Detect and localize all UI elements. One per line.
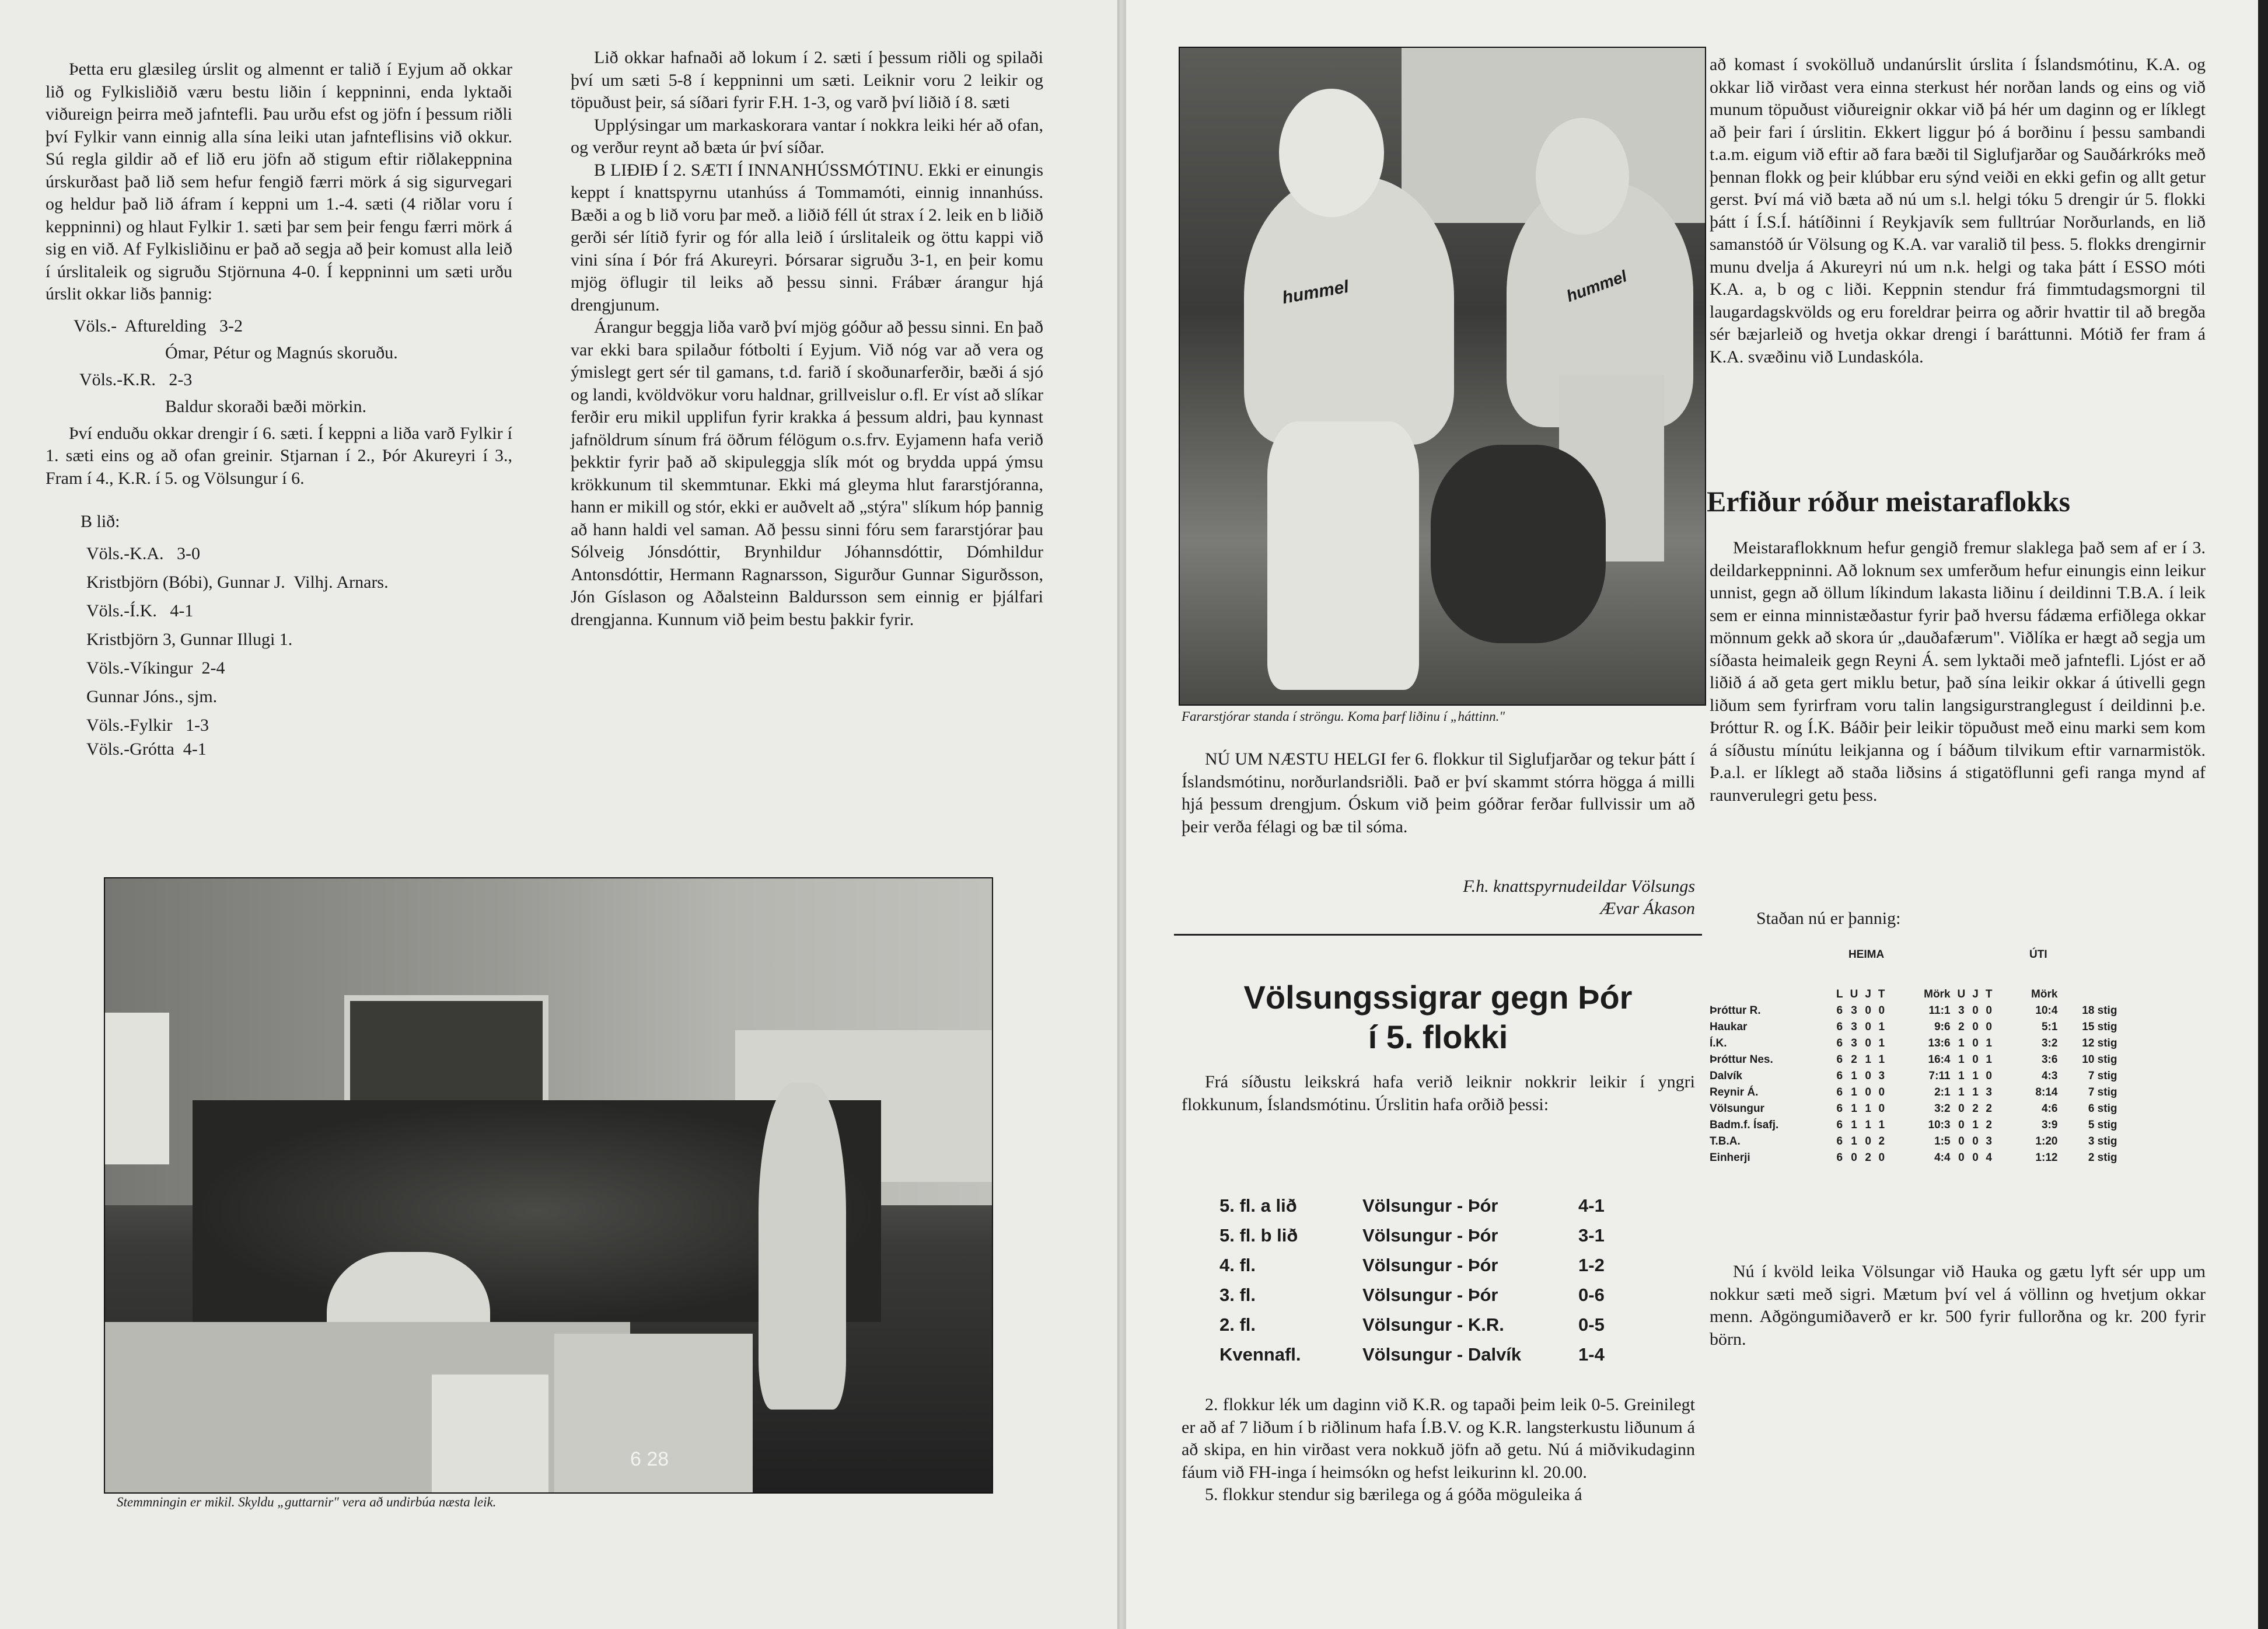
left-column-2: [571, 47, 1043, 631]
match-cell: Völsungur - Þór: [1362, 1254, 1498, 1275]
team-cell: Þróttur Nes.: [1710, 1054, 1773, 1066]
stat-cell: 10:4: [2035, 1004, 2058, 1017]
stat-cell: 3: [1851, 1004, 1857, 1017]
col-header: U: [1850, 988, 1858, 1000]
right-column-top: [1710, 54, 2206, 368]
signature-name: Ævar Ákason: [1600, 899, 1695, 918]
article-paragraph: að komast í svokölluð undanúrslit úrslita í Íslandsmótinu, K.A. og okkar lið virðast vera einna sterkust hér norðan lands og eins og við munum töpuðust viðureignir okkar við þá hér um daginn og er líklegt að þeir fari í úrslitin. Ekkert liggur þó á borðinu í þessu sambandi t.a.m. eigum við eftir að fara bæði til Siglufjarðar og Sauðárkróks með þennan flokk og þeir klúbbar eru sýnd veiði en ekki gefin og allt getur gerst. Því má við bæta að nú um s.l. helgi tóku 5 drengir úr 5. flokki þátt í Í.S.Í. hátíðinni í Reykjavík sem fulltrúar Norðurlands, en lið samanstóð úr Völsung og K.A. var varalið til þess. 5. flokks drengirnir munu dvelja á Akureyri nú um n.k. helgi og taka þátt í ESSO móti K.A. a, b og c liði. Keppnin stendur frá fimmtudagsmorgni til laugardagskvölds og eru foreldrar þeirra og aðrir hvattir til að bregða sér bæjarleið og hvetja okkar drengi í baráttunni. Mótið fer fram á K.A. svæðinu við Lundaskóla.: [1710, 55, 2206, 367]
stat-cell: 6: [1836, 1135, 1843, 1147]
match-cell: Völsungur - Þór: [1362, 1284, 1498, 1305]
article-paragraph: Upplýsingar um markaskorara vantar í nokkra leiki hér að ofan, og verður reynt að bæta úr því síðar.: [571, 115, 1043, 157]
stat-cell: 2: [1865, 1152, 1871, 1164]
stat-cell: 6: [1836, 1086, 1843, 1098]
stat-cell: 1: [1958, 1086, 1965, 1098]
stat-cell: 6: [1836, 1070, 1843, 1082]
table-row: [1219, 1191, 1631, 1220]
result-line: Völs.-K.R. 2-3: [79, 369, 193, 389]
jersey-logo: hummel: [1564, 267, 1630, 306]
col-header: U: [1957, 988, 1966, 1000]
stat-cell: 4:4: [1934, 1152, 1951, 1164]
team-cell: Þróttur R.: [1710, 1004, 1761, 1017]
standings-row: [1710, 1150, 2120, 1166]
match-cell: Völsungur - Þór: [1362, 1195, 1498, 1216]
stat-cell: 0: [1972, 1152, 1979, 1164]
masters-article: [1710, 537, 2206, 807]
stat-cell: 0: [1986, 1004, 1992, 1017]
stat-cell: 0: [1865, 1135, 1871, 1147]
stat-cell: 3: [1851, 1037, 1857, 1049]
table-row: [1219, 1250, 1631, 1280]
article-paragraph: Árangur beggja liða varð því mjög góður að þessu sinni. En það var ekki bara spilaður fótbolti í Eyjum. Við nóg var að vera og ýmislegt gert sér til gamans, t.d. farið í skoðunarferðir, bæði á sjó og landi, kvöldvökur voru haldnar, grillveislur o.fl. Er víst að slíkar ferðir eru mikil upplifun fyrir krakka á þessum aldri, þau kynnast jafnöldrum sínum frá öðrum félögum o.s.frv. Eyjamenn hafa verið þekktir fyrir það að skipuleggja slík mót og brydda uppá ýmsu krökkunum til skemmtunar. Ekki má gleyma hlut fararstjóranna, hann er mikill og stór, ekki er auðvelt að „stýra" slíkum hóp þannig að hann haldi vel saman. Að þessu sinni fóru sem fararstjórar þau Sólveig Jónsdóttir, Brynhildur Jóhannsdóttir, Dómhildur Antonsdóttir, Hermann Ragnarsson, Sigurður Gunnar Sigurðsson, Jón Gíslason og Aðalsteinn Baldursson sem einnig er þjálfari drengjanna. Kunnum við þeim bestu þakkir fyrir.: [571, 318, 1043, 629]
stat-cell: 1: [1972, 1070, 1979, 1082]
stat-cell: 6: [1836, 1119, 1843, 1131]
stat-cell: 6: [1836, 1004, 1843, 1017]
stat-cell: 13:6: [1928, 1037, 1951, 1049]
col-header: [2061, 986, 2120, 1003]
score-cell: 0-5: [1578, 1314, 1605, 1335]
stat-cell: 0: [1851, 1152, 1857, 1164]
stat-cell: 6: [1836, 1021, 1843, 1033]
team-header: [1710, 986, 1833, 1003]
stat-cell: 3:6: [2041, 1054, 2058, 1066]
stat-cell: 7:11: [1928, 1070, 1951, 1082]
table-row: [1219, 1340, 1631, 1369]
standings-row: [1710, 1101, 2120, 1117]
scorer-line: Kristbjörn 3, Gunnar Illugi 1.: [86, 630, 293, 649]
table-row: [1219, 1220, 1631, 1250]
stat-cell: 5:1: [2041, 1021, 2058, 1033]
stat-cell: 2: [1851, 1054, 1857, 1066]
stat-cell: 2:1: [1934, 1086, 1951, 1098]
article-paragraph: Meistaraflokknum hefur gengið fremur slaklega það sem af er í 3. deildarkeppninni. Að loknum sex umferðum hefur einungis einn leikur unnist, gegn að öllum líkindum lakasta liðinu í deildinni T.B.A. í leik sem er einna minnistæðastur fyrir það hversu fádæma erfiðlega okkar mönnum gekk að skora úr „dauðafærum". Viðlíka er hægt að segja um síðasta heimaleik gegn Reyni Á. sem lyktaði með jafntefli. Ljóst er að liðið á að geta gert miklu betur, það sína leikir okkar á útivelli gegn liðum sem fyrirfram voru talin langsigurstranglegust í deildinni þ.e. Þróttur R. og Í.K. Báðir þeir leikir töpuðust með einu marki sem kom á síðustu mínútu leikjanna og í báðum tilvikum eftir varnarmistök. Þ.a.l. er líklegt að staða liðsins á stigatöflunni gefi ranga mynd af raunverulegri getu þess.: [1710, 538, 2206, 805]
team-cell: Einherji: [1710, 1152, 1750, 1164]
standings-row: [1710, 1019, 2120, 1035]
standings-row: [1710, 1068, 2120, 1084]
stat-cell: 2: [1986, 1119, 1992, 1131]
division-cell: 4. fl.: [1219, 1254, 1256, 1275]
stat-cell: 10:3: [1928, 1119, 1951, 1131]
stat-cell: 2: [1878, 1135, 1885, 1147]
stat-cell: 1: [1865, 1103, 1871, 1115]
summary-paragraph: Því enduðu okkar drengir í 6. sæti. Í keppni a liða varð Fylkir í 1. sæti eins og að ofan greinir. Stjarnan í 2., Þór Akureyri í 3., Fram í 4., K.R. í 5. og Völsungur í 6.: [46, 423, 512, 488]
victories-headline: [1174, 978, 1702, 1057]
stat-cell: 1: [1972, 1119, 1979, 1131]
table-row: [1219, 1280, 1631, 1310]
points-cell: 7 stig: [2088, 1070, 2117, 1082]
col-header: Mörk: [1924, 988, 1951, 1000]
stat-cell: 2: [1972, 1103, 1979, 1115]
stat-cell: 16:4: [1928, 1054, 1951, 1066]
stat-cell: 6: [1836, 1103, 1843, 1115]
points-cell: 5 stig: [2088, 1119, 2117, 1131]
stat-cell: 0: [1958, 1119, 1965, 1131]
score-cell: 1-2: [1578, 1254, 1605, 1275]
stat-cell: 0: [1865, 1021, 1871, 1033]
stat-cell: 1:20: [2035, 1135, 2058, 1147]
stat-cell: 3:2: [1934, 1103, 1951, 1115]
victories-table: [1219, 1191, 1631, 1369]
team-cell: Í.K.: [1710, 1037, 1727, 1049]
match-cell: Völsungur - Þór: [1362, 1225, 1498, 1246]
stat-cell: 1: [1851, 1086, 1857, 1098]
stat-cell: 0: [1958, 1103, 1965, 1115]
stat-cell: 4:3: [2041, 1070, 2058, 1082]
stat-cell: 3: [1986, 1086, 1992, 1098]
points-cell: 6 stig: [2088, 1103, 2117, 1115]
score-cell: 4-1: [1578, 1195, 1605, 1216]
col-header: L: [1836, 988, 1843, 1000]
stat-cell: 0: [1972, 1004, 1979, 1017]
page-gutter: [1117, 0, 1126, 1629]
stat-cell: 3: [1851, 1021, 1857, 1033]
standings-row: [1710, 1052, 2120, 1068]
standings-row: [1710, 1117, 2120, 1133]
stat-cell: 0: [1865, 1004, 1871, 1017]
stat-cell: 2: [1986, 1103, 1992, 1115]
article-paragraph: B LIÐIÐ Í 2. SÆTI Í INNANHÚSSMÓTINU. Ekki er einungis keppt í knattspyrnu utanhúss á Tommamóti, einnig innanhúss. Bæði a og b lið voru þar með. a liðið féll út strax í 2. leik en b liðið gerði sér lítið fyrir og fór alla leið í úrslitaleik og öttu kappi við vini sína í Þór frá Akureyri. Þórsarar sigruðu 3-1, en þeir komu mjög öflugir til leiks að þessu sinni. Frábær árangur hjá drengjunum.: [571, 160, 1043, 315]
team-cell: Dalvík: [1710, 1070, 1742, 1082]
signature: [1182, 875, 1695, 920]
victories-headline-line2: í 5. flokki: [1368, 1018, 1508, 1055]
victories-intro-paragraph: Frá síðustu leikskrá hafa verið leiknir nokkrir leikir í yngri flokkunum, Íslandsmótinu. Úrslitin hafa orðið þessi:: [1182, 1072, 1695, 1114]
intro-paragraph: Þetta eru glæsileg úrslit og almennt er talið í Eyjum að okkar lið og Fylkisliðið væru bestu liðin í keppninni, enda lyktaði viðureign þeirra með jafntefli. Þau urðu efst og jöfn í þessum riðli því Fylkir vann einnig alla sína leiki utan jafnteflisins við okkur. Sú regla gildir að ef lið eru jöfn að stigum eftir riðlakeppnina úrskurðast það lið sem hefur fengið færri mörk á sig sigurvegari og heldur það lið áfram í keppni um 1.-4. sæti (4 riðlar voru í keppninni) og hlaut Fylkir 1. sæti þar sem þeir fengu færri mörk á sig en við. Af Fylkisliðinu er það að segja að þeir komust alla leið í úrslitaleik og sigruðu Stjörnuna 4-0. Í keppninni um sæti urðu úrslit okkar liðs þannig:: [46, 60, 512, 304]
col-header: J: [1865, 988, 1871, 1000]
stat-cell: 1: [1986, 1037, 1992, 1049]
stat-cell: 1: [1865, 1119, 1871, 1131]
score-cell: 1-4: [1578, 1344, 1605, 1365]
match-cell: Völsungur - K.R.: [1362, 1314, 1504, 1335]
chaperones-photo: [1179, 47, 1706, 706]
stat-cell: 1: [1878, 1119, 1885, 1131]
match-cell: Völsungur - Dalvík: [1362, 1344, 1522, 1365]
result-line: Völs.-Víkingur 2-4: [86, 658, 225, 678]
masters-headline: Erfiður róður meistaraflokks: [1707, 485, 2071, 518]
points-cell: 12 stig: [2082, 1037, 2117, 1049]
trip-notice: [1182, 748, 1695, 838]
stat-cell: 0: [1865, 1086, 1871, 1098]
stat-cell: 1: [1878, 1037, 1885, 1049]
stat-cell: 3: [1958, 1004, 1965, 1017]
result-line: Völs.-Í.K. 4-1: [86, 601, 194, 620]
stat-cell: 0: [1972, 1135, 1979, 1147]
article-paragraph: 5. flokkur stendur sig bærilega og á góða möguleika á: [1205, 1485, 1582, 1504]
stat-cell: 1: [1851, 1135, 1857, 1147]
scorer-line: Baldur skoraði bæði mörkin.: [165, 396, 366, 416]
standings-row: [1710, 1003, 2120, 1019]
stat-cell: 11:1: [1928, 1004, 1951, 1017]
col-header: T: [1985, 988, 1993, 1000]
col-header: Mörk: [2031, 988, 2058, 1000]
stat-cell: 4: [1986, 1152, 1992, 1164]
scorer-line: Kristbjörn (Bóbi), Gunnar J. Vilhj. Arnars.: [86, 573, 389, 592]
points-cell: 7 stig: [2088, 1086, 2117, 1098]
stat-cell: 1: [1851, 1119, 1857, 1131]
stat-cell: 0: [1972, 1021, 1979, 1033]
left-column-1: [46, 58, 512, 763]
division-cell: 3. fl.: [1219, 1284, 1256, 1305]
stat-cell: 0: [1865, 1037, 1871, 1049]
chaperones-photo-caption: Fararstjórar standa í ströngu. Koma þarf liðinu í „háttinn.": [1182, 709, 1505, 724]
classroom-photo-caption: Stemmningin er mikil. Skyldu „guttarnir" vera að undirbúa næsta leik.: [117, 1495, 497, 1509]
victories-headline-line1: Völsungssigrar gegn Þór: [1243, 979, 1633, 1016]
score-cell: 3-1: [1578, 1225, 1605, 1246]
date-stamp: 6 28: [630, 1448, 669, 1470]
team-cell: Haukar: [1710, 1021, 1748, 1033]
stat-cell: 0: [1878, 1086, 1885, 1098]
stat-cell: 1: [1878, 1021, 1885, 1033]
standings-table: [1710, 986, 2120, 1166]
b-team-results: [46, 507, 512, 763]
stat-cell: 1: [1851, 1103, 1857, 1115]
col-header: T: [1878, 988, 1885, 1000]
stat-cell: 4:6: [2041, 1103, 2058, 1115]
stat-cell: 3: [1986, 1135, 1992, 1147]
stat-cell: 1: [1986, 1054, 1992, 1066]
standings-away-label: ÚTI: [2029, 948, 2047, 961]
table-row: [1219, 1310, 1631, 1340]
team-cell: Reynir Á.: [1710, 1086, 1759, 1098]
points-cell: 18 stig: [2082, 1004, 2117, 1017]
standings-intro: Staðan nú er þannig:: [1756, 909, 1901, 928]
points-cell: 15 stig: [2082, 1021, 2117, 1033]
division-cell: Kvennafl.: [1219, 1344, 1301, 1365]
stat-cell: 1: [1865, 1054, 1871, 1066]
standings-home-label: HEIMA: [1848, 948, 1885, 961]
signature-org: F.h. knattspyrnudeildar Völsungs: [1463, 877, 1695, 896]
result-line: Völs.-Grótta 4-1: [86, 739, 207, 759]
section-divider: [1174, 934, 1702, 936]
standings-row: [1710, 1035, 2120, 1052]
scorer-line: Ómar, Pétur og Magnús skoruðu.: [165, 343, 398, 362]
team-cell: T.B.A.: [1710, 1135, 1741, 1147]
stat-cell: 6: [1836, 1054, 1843, 1066]
standings-row: [1710, 1133, 2120, 1150]
result-line: Völs.-K.A. 3-0: [86, 544, 200, 563]
team-cell: Völsungur: [1710, 1103, 1764, 1115]
stat-cell: 0: [1878, 1004, 1885, 1017]
stat-cell: 0: [1958, 1152, 1965, 1164]
stat-cell: 0: [1878, 1152, 1885, 1164]
right-page: [1126, 0, 2258, 1629]
standings-body: [1710, 1003, 2120, 1166]
points-cell: 2 stig: [2088, 1152, 2117, 1164]
stat-cell: 1: [1958, 1054, 1965, 1066]
stat-cell: 1: [1958, 1037, 1965, 1049]
stat-cell: 1:12: [2035, 1152, 2058, 1164]
stat-cell: 1: [1878, 1054, 1885, 1066]
score-cell: 0-6: [1578, 1284, 1605, 1305]
division-cell: 5. fl. b lið: [1219, 1225, 1298, 1246]
standings-header-row: [1710, 986, 2120, 1003]
stat-cell: 2: [1958, 1021, 1965, 1033]
col-header: J: [1972, 988, 1979, 1000]
scorer-line: Gunnar Jóns., sjm.: [86, 687, 218, 706]
closing-paragraph: Nú í kvöld leika Völsungar við Hauka og gætu lyft sér upp um nokkur sæti með sigri. Mætum því vel á völlinn og hvetjum okkar menn. Aðgöngumiðaverð er kr. 500 fyrir fullorðna og kr. 200 fyrir börn.: [1710, 1262, 2206, 1349]
stat-cell: 1: [1972, 1086, 1979, 1098]
stat-cell: 3:9: [2041, 1119, 2058, 1131]
points-cell: 10 stig: [2082, 1054, 2117, 1066]
victories-after: [1182, 1394, 1695, 1506]
points-cell: 3 stig: [2088, 1135, 2117, 1147]
victories-intro: [1182, 1071, 1695, 1116]
jersey-logo: hummel: [1281, 277, 1351, 308]
result-line: Völs.-Fylkir 1-3: [86, 716, 209, 735]
division-cell: 2. fl.: [1219, 1314, 1256, 1335]
trip-paragraph: NÚ UM NÆSTU HELGI fer 6. flokkur til Siglufjarðar og tekur þátt í Íslandsmótinu, norðurlandsriðli. Það er því skammt stórra högga á milli hjá þessum drengjum. Óskum við þeim góðrar ferðar fullvissir um að þeir verða félagi og bæ til sóma.: [1182, 749, 1695, 836]
article-paragraph: Lið okkar hafnaði að lokum í 2. sæti í þessum riðli og spilaði því um sæti 5-8 í keppninni um sæti. Leiknir voru 2 leikir og töpuðust þeir, sá síðari fyrir F.H. 1-3, og varð því liðið í 8. sæti: [571, 48, 1043, 112]
a-team-results: [46, 313, 512, 420]
stat-cell: 8:14: [2035, 1086, 2058, 1098]
stat-cell: 1: [1958, 1070, 1965, 1082]
stat-cell: 9:6: [1934, 1021, 1951, 1033]
article-paragraph: 2. flokkur lék um daginn við K.R. og tapaði þeim leik 0-5. Greinilegt er að af 7 liðum í b riðlinum hafa Í.B.V. og K.R. langsterkustu liðunum á að skipa, en hin virðast vera nokkuð jöfn að getu. Nú á miðvikudaginn fáum við FH-inga í heimsókn og hefst leikurinn kl. 20.00.: [1182, 1395, 1695, 1482]
stat-cell: 0: [1986, 1070, 1992, 1082]
stat-cell: 0: [1878, 1103, 1885, 1115]
stat-cell: 0: [1865, 1070, 1871, 1082]
stat-cell: 0: [1972, 1037, 1979, 1049]
b-team-heading: B lið:: [81, 512, 120, 531]
closing-notice: [1710, 1261, 2206, 1351]
stat-cell: 0: [1958, 1135, 1965, 1147]
division-cell: 5. fl. a lið: [1219, 1195, 1297, 1216]
classroom-photo: [104, 877, 993, 1494]
stat-cell: 0: [1972, 1054, 1979, 1066]
team-cell: Badm.f. Ísafj.: [1710, 1119, 1779, 1131]
binding-edge: [2258, 0, 2268, 1629]
stat-cell: 6: [1836, 1037, 1843, 1049]
standings-row: [1710, 1084, 2120, 1101]
stat-cell: 6: [1836, 1152, 1843, 1164]
result-line: Völs.- Afturelding 3-2: [74, 316, 243, 336]
stat-cell: 0: [1986, 1021, 1992, 1033]
stat-cell: 1: [1851, 1070, 1857, 1082]
stat-cell: 3: [1878, 1070, 1885, 1082]
left-page: [0, 0, 1117, 1629]
stat-cell: 1:5: [1934, 1135, 1951, 1147]
stat-cell: 3:2: [2041, 1037, 2058, 1049]
